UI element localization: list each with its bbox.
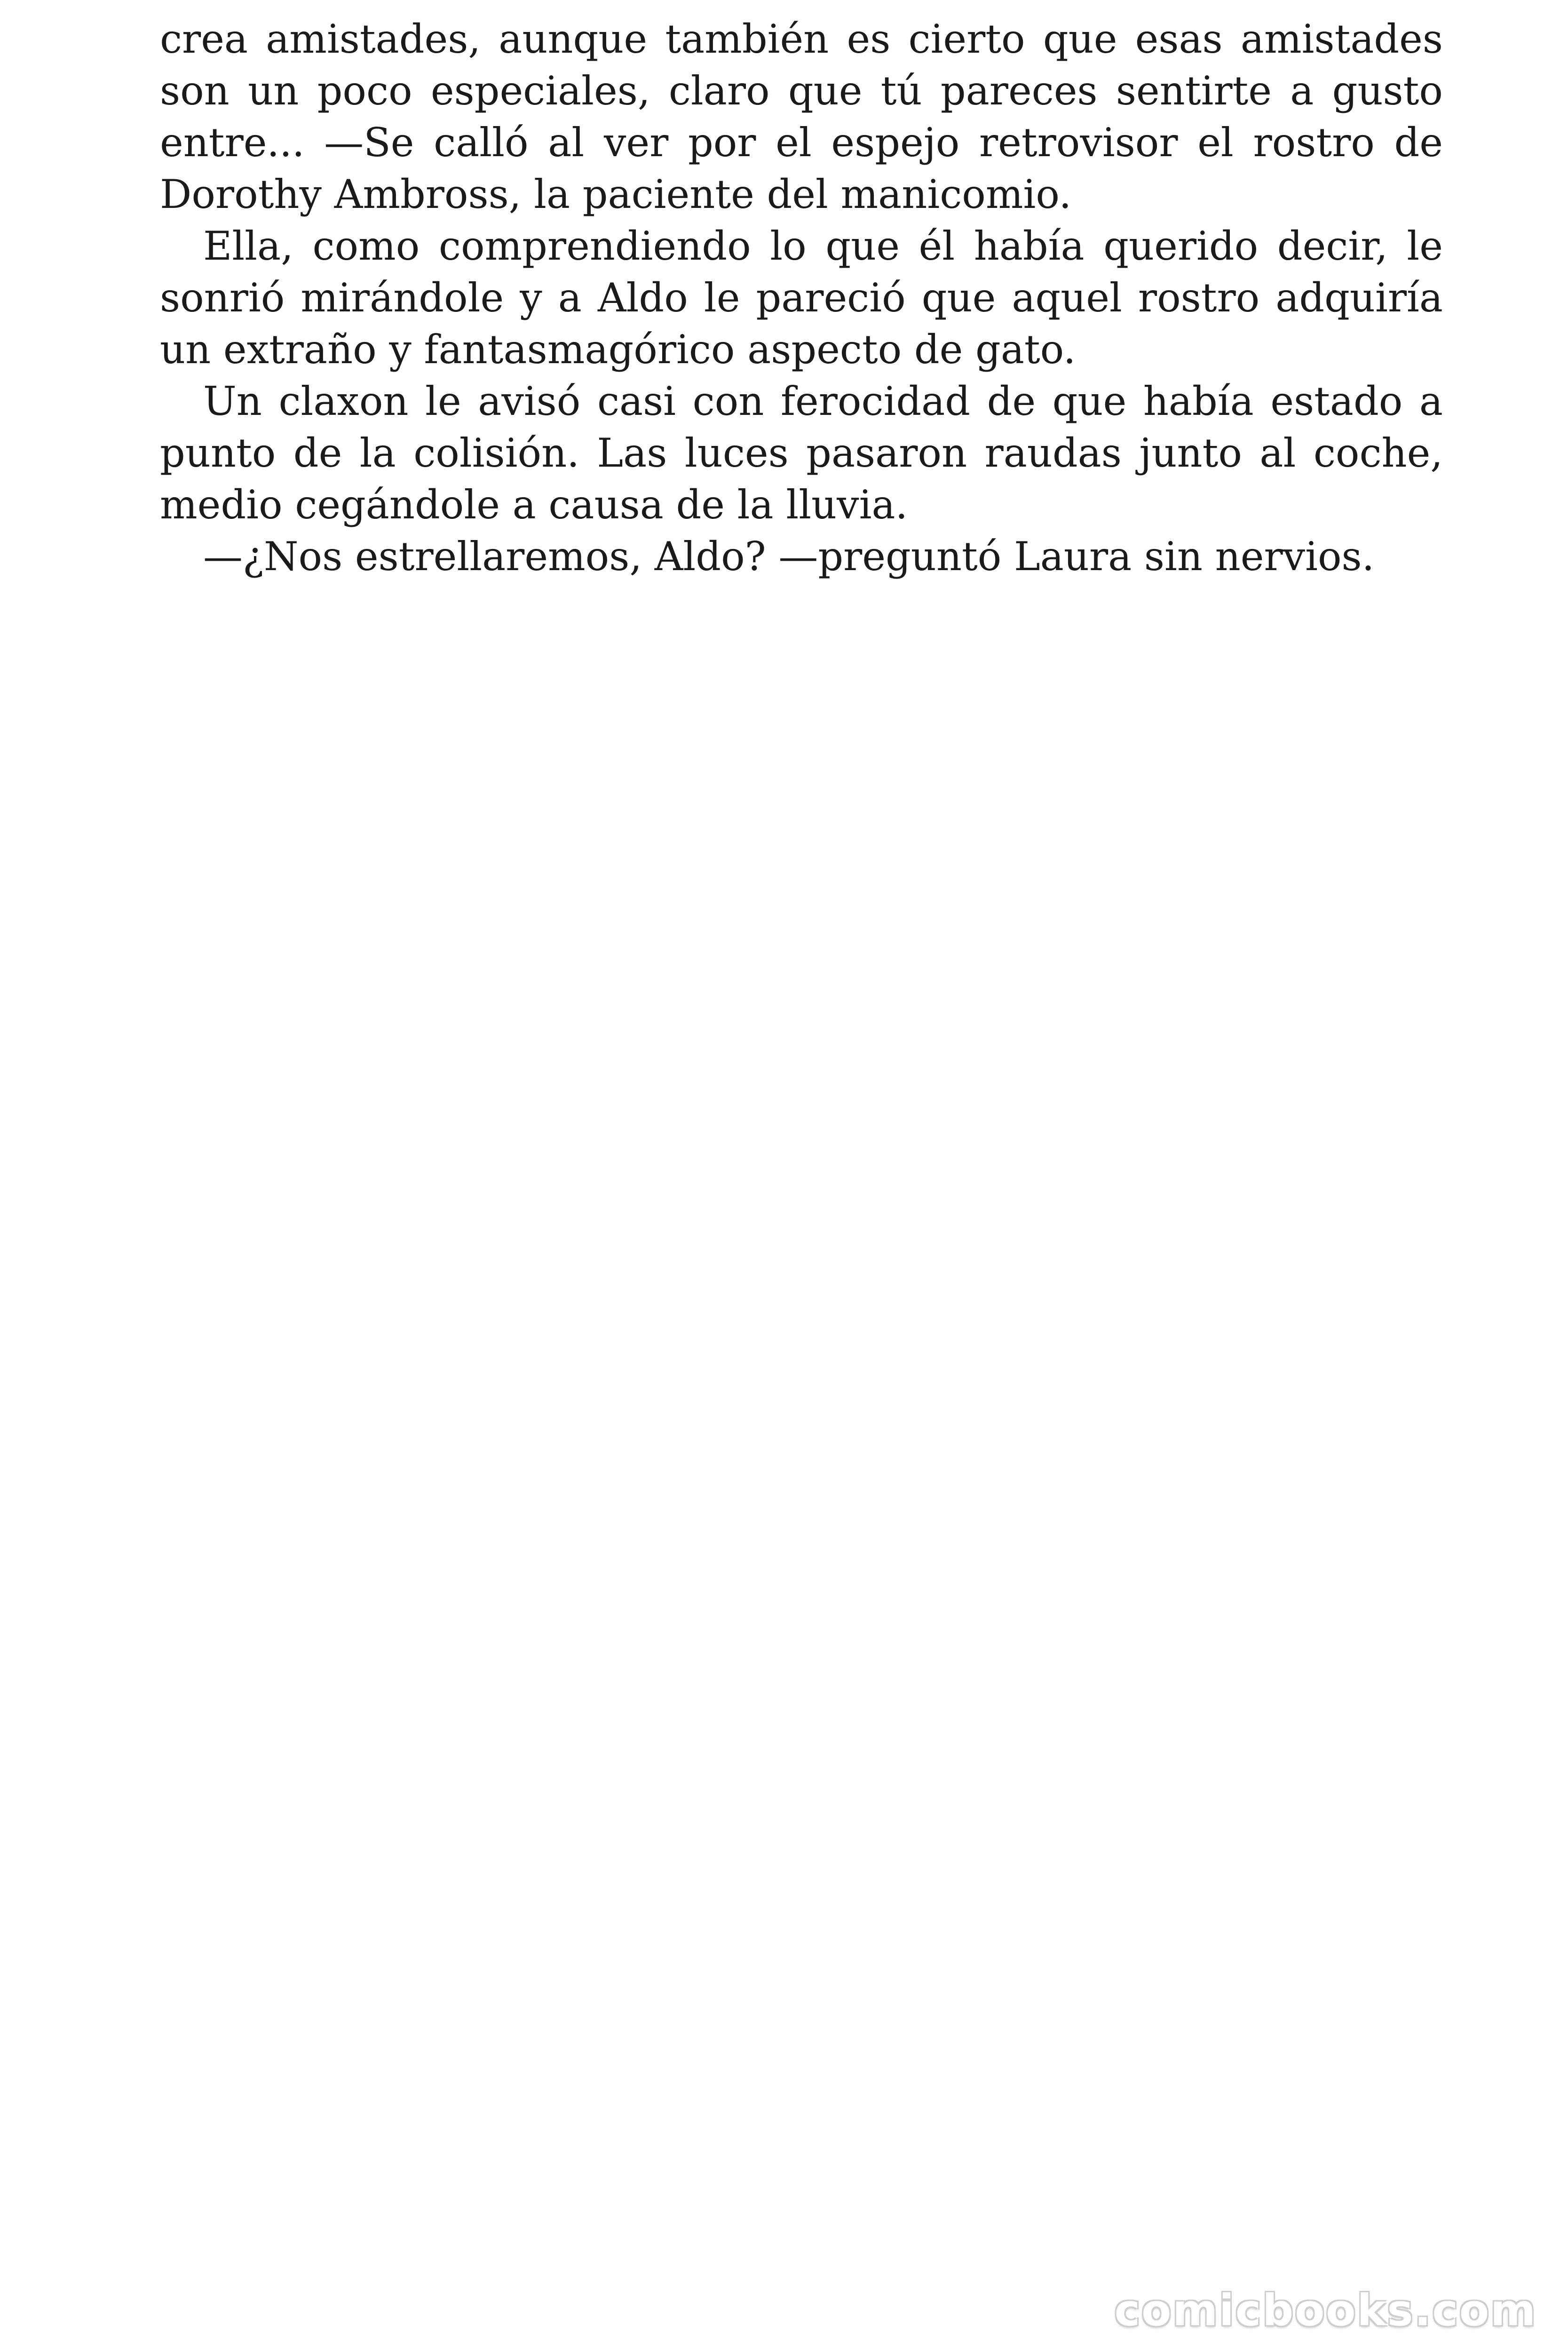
body-text (160, 13, 1443, 582)
watermark-logo: comicbooks.com (1114, 2285, 1537, 2336)
paragraph-dialogue: —¿Nos estrellaremos, Aldo? —preguntó Laura sin nervios. (203, 533, 1375, 580)
paragraph-continuation: crea amistades, aunque también es cierto que esas amistades son un poco especiales, claro que tú pareces sentirte a gusto entre... —Se calló al ver por el espejo retrovisor el rostro de Dorothy Ambross, la paciente del manicomio. (160, 16, 1443, 217)
paragraph-claxon: Un claxon le avisó casi con ferocidad de que había estado a punto de la colisión. Las luces pasaron raudas junto al coche, medio cegándole a causa de la lluvia. (160, 378, 1443, 528)
paragraph-ella: Ella, como comprendiendo lo que él había querido decir, le sonrió mirándole y a Aldo le pareció que aquel rostro adquiría un extraño y fantasmagórico aspecto de gato. (160, 223, 1443, 373)
